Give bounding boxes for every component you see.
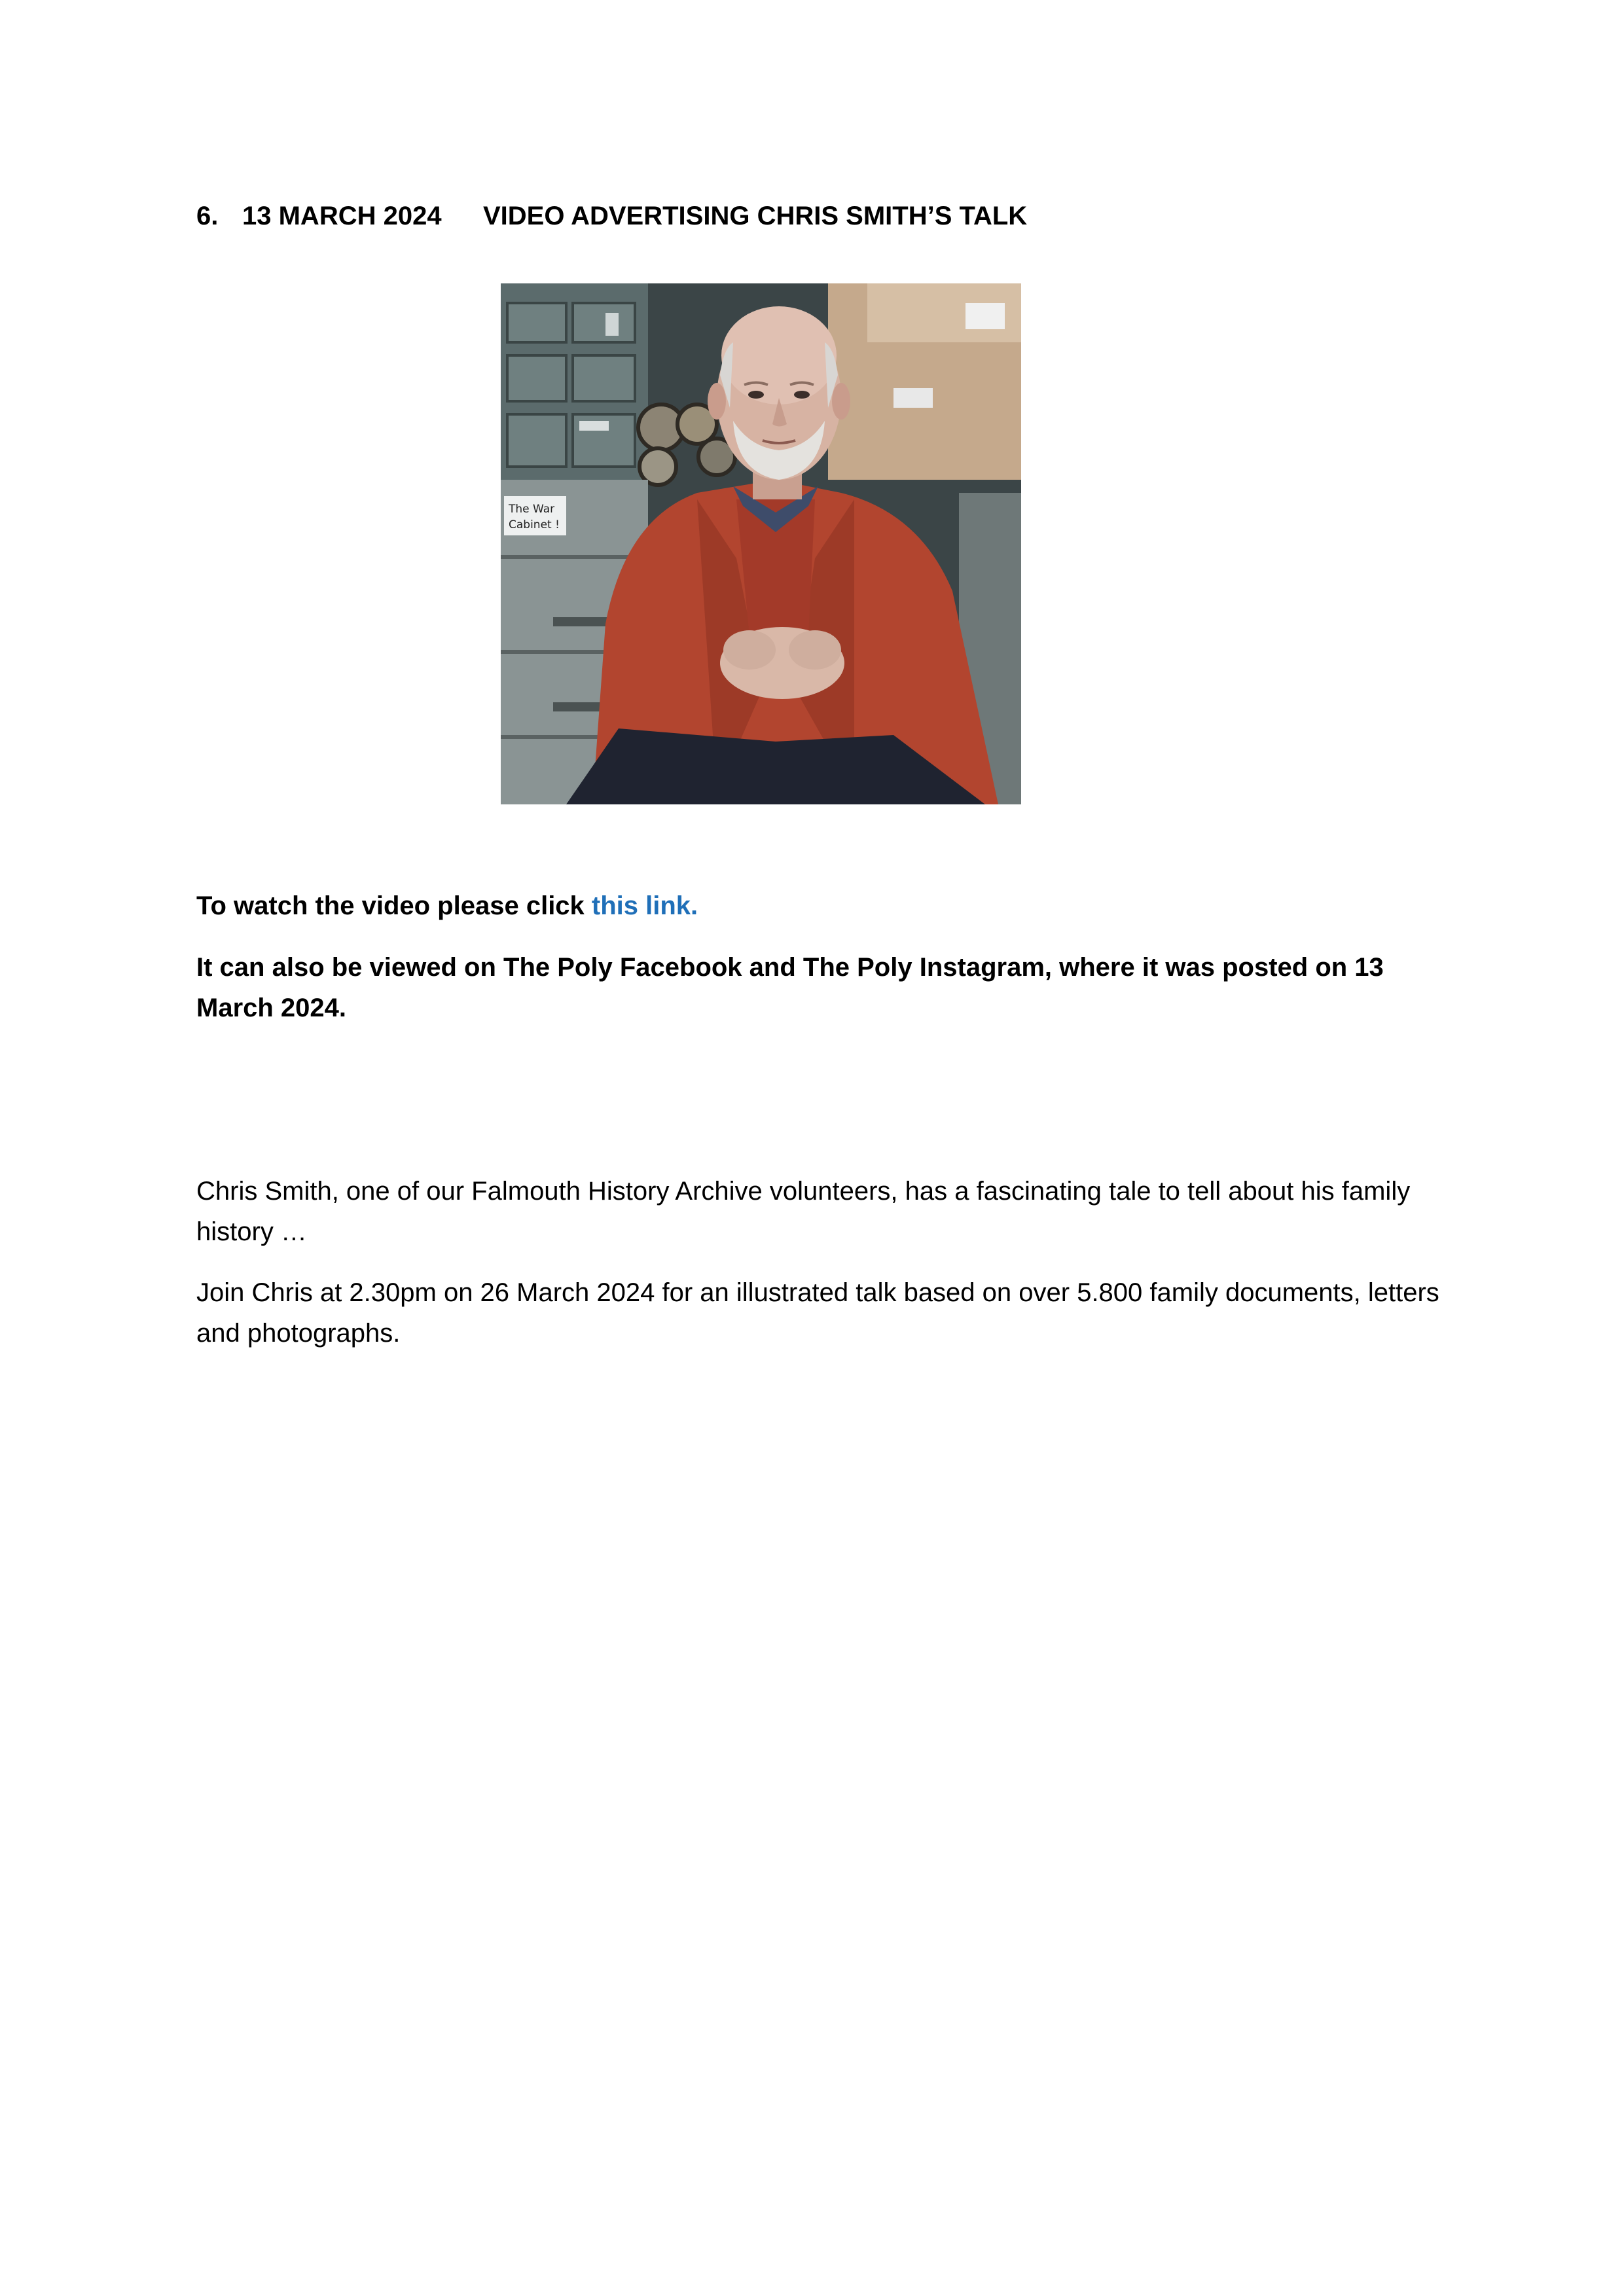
chris-smith-photo — [501, 283, 1021, 804]
portrait-illustration — [501, 283, 1021, 804]
cabinet-label-line2: Cabinet ! — [509, 518, 560, 531]
cabinet-label-line1: The War — [509, 503, 555, 516]
section-title: VIDEO ADVERTISING CHRIS SMITH’S TALK — [483, 202, 1028, 230]
watch-video-text: To watch the video please click — [196, 891, 592, 920]
also-viewed-paragraph: It can also be viewed on The Poly Facebook and The Poly Instagram, where it was posted on 13 March 2024. — [196, 953, 1384, 1022]
section-heading — [196, 196, 1027, 236]
description-paragraph: Chris Smith, one of our Falmouth History Archive volunteers, has a fascinating tale to tell about his family history … — [196, 1177, 1411, 1246]
video-link[interactable]: this link. — [591, 891, 698, 920]
section-date: 13 MARCH 2024 — [242, 202, 442, 230]
section-number: 6. — [196, 202, 219, 230]
invitation-paragraph: Join Chris at 2.30pm on 26 March 2024 for an illustrated talk based on over 5.800 family documents, letters and photographs. — [196, 1278, 1439, 1348]
watch-video-paragraph — [196, 886, 1440, 926]
